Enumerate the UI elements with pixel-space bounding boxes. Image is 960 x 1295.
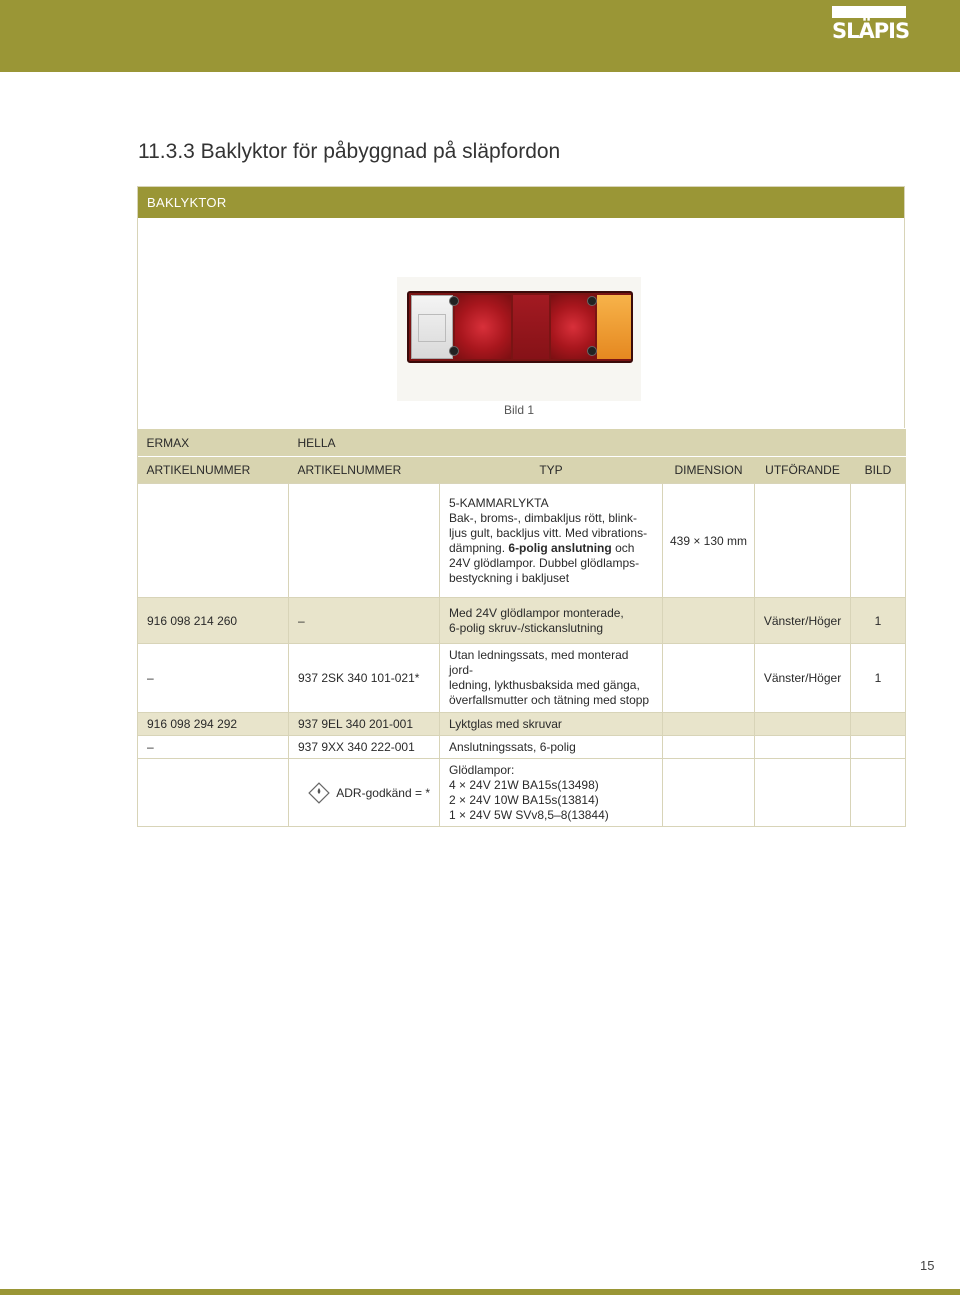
lamp-indicator-chamber [597,295,631,359]
image-caption: Bild 1 [504,403,535,417]
page-title: 11.3.3 Baklyktor för påbyggnad på släpfordon [138,140,561,163]
col-utforande: UTFÖRANDE [755,457,851,484]
product-table [137,428,906,827]
brand-ermax: ERMAX [138,429,289,457]
dimension-value: 439 × 130 mm [663,484,755,598]
utforande-value: Vänster/Höger [755,644,851,713]
panel-title: BAKLYKTOR [138,187,904,218]
typ-cell: Anslutningssats, 6-polig [440,736,663,759]
product-image [397,277,641,401]
col-typ: TYP [440,457,663,484]
table-row [138,759,906,827]
hella-number: 937 9XX 340 222-001 [289,736,440,759]
col-ermax-artikelnummer: ARTIKELNUMMER [138,457,289,484]
screw-icon [587,346,597,356]
col-hella-artikelnummer: ARTIKELNUMMER [289,457,440,484]
typ-description: 5-KAMMARLYKTA Bak-, broms-, dimbakljus rött, blink- ljus gult, backljus vitt. Med vibrations- dämpning. 6-polig anslutning och 24V glödlampor. Dubbel glödlamps- bestyckning i bakljuset [440,484,663,598]
bild-value: 1 [851,598,906,644]
table-row [138,713,906,736]
ermax-number: 916 098 214 260 [138,598,289,644]
lamp-red-chamber [513,295,549,359]
typ-cell: Med 24V glödlampor monterade, 6-polig skruv-/stickanslutning [440,598,663,644]
logo-bar [832,6,906,18]
col-dimension: DIMENSION [663,457,755,484]
logo-text: SLÄPIS [832,19,910,43]
ermax-number: – [138,736,289,759]
top-banner [0,0,960,72]
hella-number: 937 2SK 340 101-021* [289,644,440,713]
slapis-logo [832,6,910,44]
tail-lamp-illustration [407,291,633,363]
adr-note: ADR-godkänd = * [336,785,430,800]
page-number: 15 [920,1258,935,1273]
table-row [138,644,906,713]
hella-number: 937 9EL 340 201-001 [289,713,440,736]
table-row [138,736,906,759]
ermax-number: – [138,644,289,713]
column-header-row [138,457,906,484]
ermax-number: 916 098 294 292 [138,713,289,736]
intro-row [138,484,906,598]
col-bild: BILD [851,457,906,484]
screw-icon [449,346,459,356]
table-row [138,598,906,644]
typ-cell: Lyktglas med skruvar [440,713,663,736]
screw-icon [449,296,459,306]
utforande-value: Vänster/Höger [755,598,851,644]
hella-number: – [289,598,440,644]
brand-header-row [138,429,906,457]
lamp-reverse-chamber [411,295,453,359]
typ-cell: Glödlampor: 4 × 24V 21W BA15s(13498) 2 × 24V 10W BA15s(13814) 1 × 24V 5W SVv8,5–8(13844) [440,759,663,827]
lamp-red-chamber [455,295,511,359]
brand-hella: HELLA [289,429,440,457]
adr-hazard-icon [308,782,330,804]
bild-value: 1 [851,644,906,713]
bottom-bar [0,1289,960,1295]
typ-cell: Utan ledningssats, med monterad jord- ledning, lykthusbaksida med gänga, överfallsmutter och tätning med stopp [440,644,663,713]
adr-note-cell [289,759,440,827]
screw-icon [587,296,597,306]
